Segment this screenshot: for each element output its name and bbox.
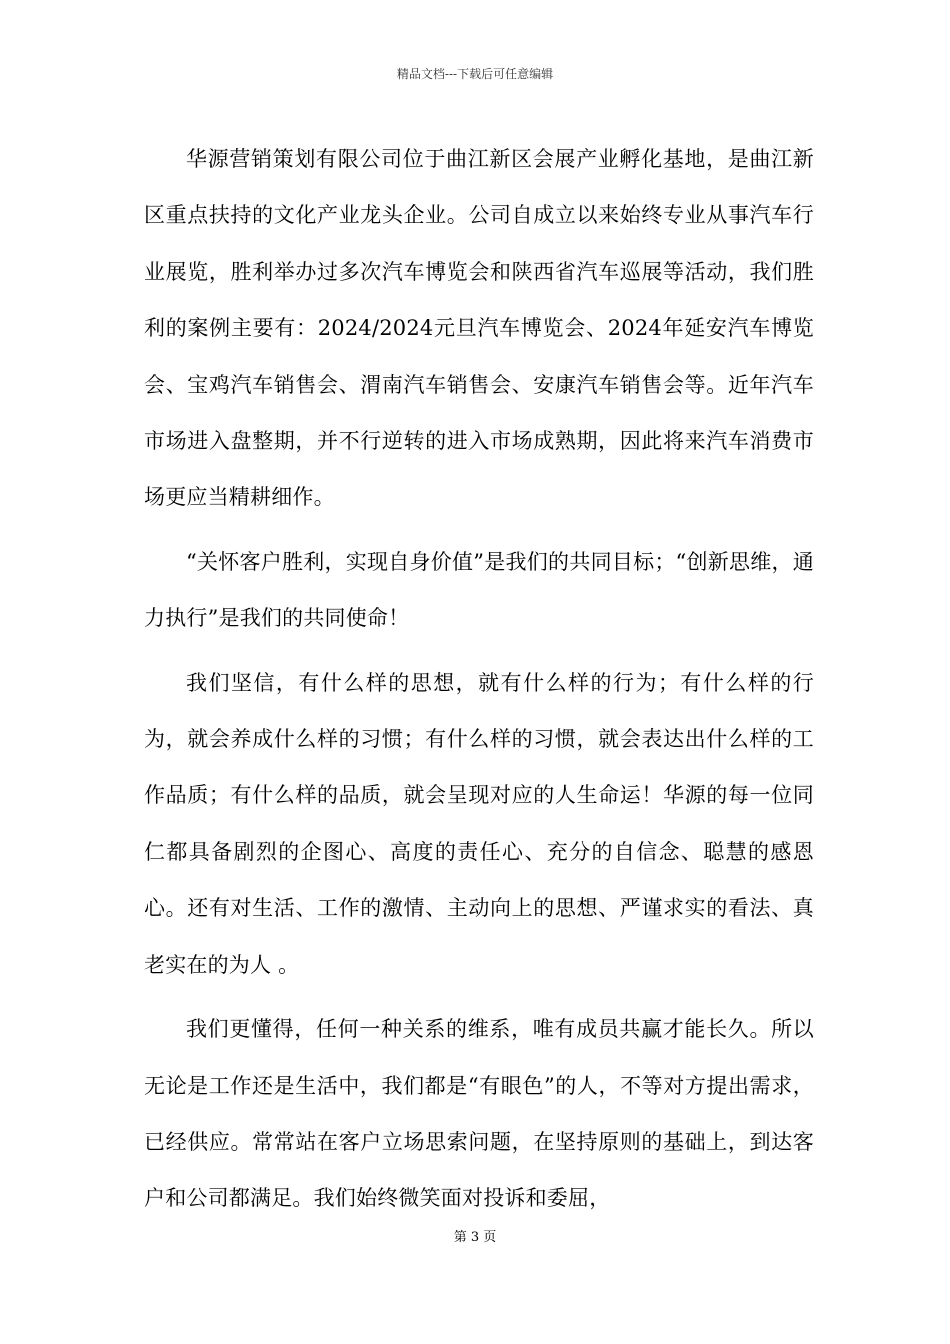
paragraph-win-win: 我们更懂得，任何一种关系的维系，唯有成员共赢才能长久。所以无论是工作还是生活中，我们都是“有眼色”的人，不等对方提出需求，已经供应。常常站在客户立场思索问题，在坚持原则的基础上，到达客户和公司都满足。我们始终微笑面对投诉和委屈，	[144, 1017, 814, 1211]
document-body	[144, 131, 814, 1235]
footer-prefix: 第	[453, 1230, 467, 1245]
page-number: 3	[470, 1230, 480, 1245]
paragraph-goal-mission: “关怀客户胜利，实现自身价值”是我们的共同目标；“创新思维，通力执行”是我们的共同使命！	[144, 549, 814, 631]
footer-suffix: 页	[483, 1230, 497, 1245]
page-header: 精品文档---下载后可任意编辑	[396, 67, 554, 81]
paragraph-company-intro: 华源营销策划有限公司位于曲江新区会展产业孵化基地，是曲江新区重点扶持的文化产业龙头企业。公司自成立以来始终专业从事汽车行业展览，胜利举办过多次汽车博览会和陕西省汽车巡展等活动，我们胜利的案例主要有：2024/2024元旦汽车博览会、2024年延安汽车博览会、宝鸡汽车销售会、渭南汽车销售会、安康汽车销售会等。近年汽车市场进入盘整期，并不行逆转的进入市场成熟期，因此将来汽车消费市场更应当精耕细作。	[144, 147, 814, 510]
page-footer	[0, 1229, 950, 1247]
paragraph-belief: 我们坚信，有什么样的思想，就有什么样的行为；有什么样的行为，就会养成什么样的习惯；有什么样的习惯，就会表达出什么样的工作品质；有什么样的品质，就会呈现对应的人生命运！华源的每一位同仁都具备剧烈的企图心、高度的责任心、充分的自信念、聪慧的感恩心。还有对生活、工作的激情、主动向上的思想、严谨求实的看法、真老实在的为人 。	[144, 670, 814, 977]
